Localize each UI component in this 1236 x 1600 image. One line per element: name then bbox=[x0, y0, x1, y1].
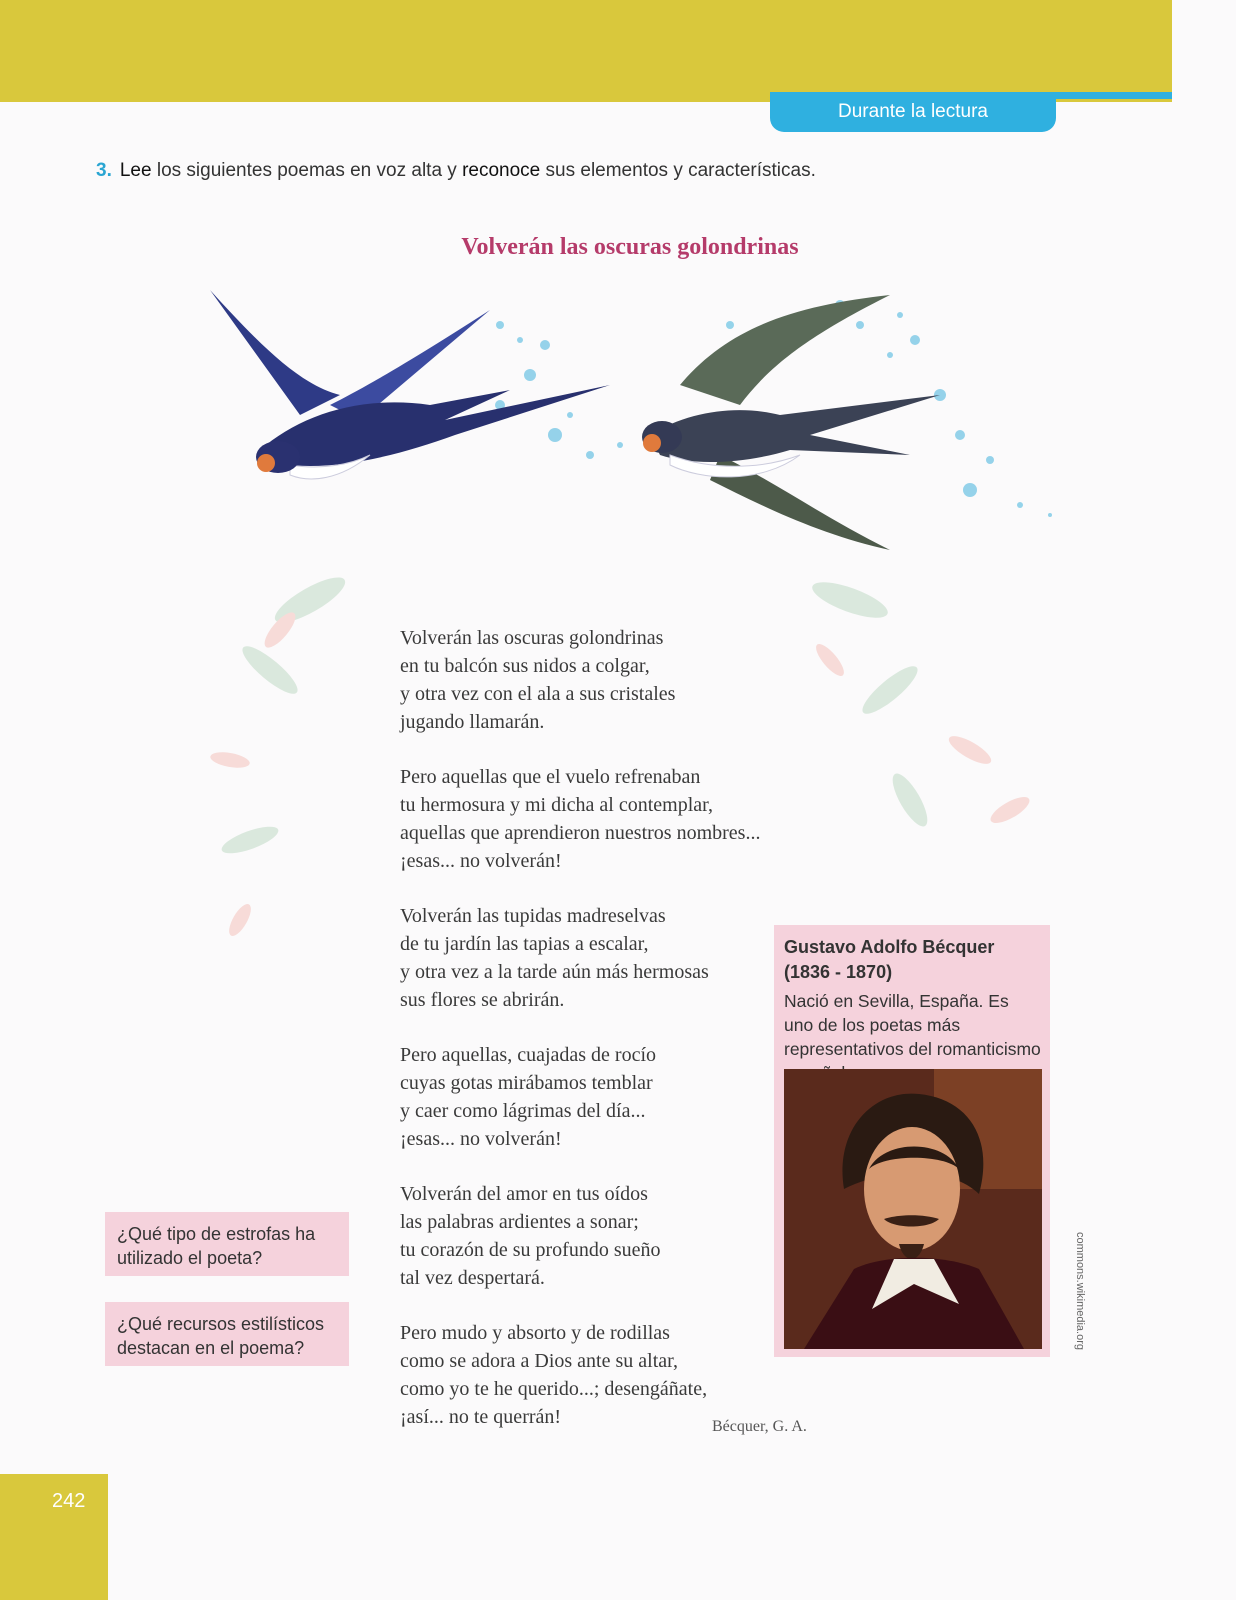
poem-stanza bbox=[400, 1041, 820, 1153]
poem-verse: Volverán del amor en tus oídos bbox=[400, 1183, 648, 1205]
poem-verse: tal vez despertará. bbox=[400, 1267, 545, 1289]
author-bio-text: Nació en Sevilla, España. Es uno de los poetas más representativos del romanticismo bbox=[784, 991, 1041, 1059]
poem-verse: Volverán las tupidas madreselvas bbox=[400, 905, 666, 927]
poem-verse: Pero mudo y absorto y de rodillas bbox=[400, 1322, 670, 1344]
page-number: 242 bbox=[52, 1490, 86, 1512]
poem-verse: jugando llamarán. bbox=[400, 711, 545, 733]
poem-stanza bbox=[400, 1180, 820, 1292]
poem-verse: y otra vez a la tarde aún más hermosas bbox=[400, 961, 709, 983]
section-label: Durante la lectura bbox=[770, 92, 1056, 132]
instruction-verb-2: reconoce bbox=[462, 160, 541, 181]
poem-verse: y otra vez con el ala a sus cristales bbox=[400, 683, 676, 705]
poem-verse: Pero aquellas, cuajadas de rocío bbox=[400, 1044, 657, 1066]
poem-stanza bbox=[400, 763, 820, 875]
poem-verse: como se adora a Dios ante su altar, bbox=[400, 1350, 678, 1372]
image-credit: commons.wikimedia.org bbox=[1074, 1232, 1086, 1350]
poem-verse: aquellas que aprendieron nuestros nombres... bbox=[400, 822, 761, 844]
swallow-left bbox=[210, 290, 610, 479]
question-box: ¿Qué recursos estilísticos destacan en el poema? bbox=[105, 1302, 349, 1366]
question-box: ¿Qué tipo de estrofas ha utilizado el poeta? bbox=[105, 1212, 349, 1276]
author-name-block bbox=[784, 935, 1040, 985]
poem-verse: las palabras ardientes a sonar; bbox=[400, 1211, 639, 1233]
author-name: Gustavo Adolfo Bécquer bbox=[784, 937, 995, 957]
instruction-text-1: los siguientes poemas en voz alta y bbox=[151, 160, 463, 181]
poem-verse: sus flores se abrirán. bbox=[400, 989, 565, 1011]
poem-verse: ¡esas... no volverán! bbox=[400, 850, 562, 872]
poem-verse: como yo te he querido...; desengáñate, bbox=[400, 1378, 708, 1400]
poem-verse: Volverán las oscuras golondrinas bbox=[400, 627, 664, 649]
author-portrait bbox=[784, 1069, 1042, 1349]
top-color-band bbox=[0, 0, 1172, 102]
poem-stanza bbox=[400, 902, 820, 1014]
poem-title: Volverán las oscuras golondrinas bbox=[461, 234, 799, 260]
poem-stanza bbox=[400, 1319, 820, 1431]
poem-verse: en tu balcón sus nidos a colgar, bbox=[400, 655, 650, 677]
poem-verse: de tu jardín las tapias a escalar, bbox=[400, 933, 649, 955]
swallow-right bbox=[642, 295, 940, 550]
poem-verse: Pero aquellas que el vuelo refrenaban bbox=[400, 766, 701, 788]
instruction-verb-1: Lee bbox=[119, 160, 152, 181]
activity-instruction bbox=[96, 160, 996, 182]
poem-verse: ¡así... no te querrán! bbox=[400, 1406, 562, 1428]
poem-body bbox=[400, 624, 820, 1458]
author-bio-box bbox=[774, 925, 1050, 1357]
poem-stanza bbox=[400, 624, 820, 736]
instruction-text-2: sus elementos y características. bbox=[540, 160, 816, 181]
author-years: (1836 - 1870) bbox=[784, 962, 893, 982]
poem-verse: cuyas gotas mirábamos temblar bbox=[400, 1072, 653, 1094]
activity-number: 3. bbox=[96, 160, 112, 181]
poem-verse: tu corazón de su profundo sueño bbox=[400, 1239, 661, 1261]
poem-author: Bécquer, G. A. bbox=[712, 1418, 807, 1435]
poem-verse: ¡esas... no volverán! bbox=[400, 1128, 562, 1150]
poem-verse: y caer como lágrimas del día... bbox=[400, 1100, 646, 1122]
poem-verse: tu hermosura y mi dicha al contemplar, bbox=[400, 794, 713, 816]
